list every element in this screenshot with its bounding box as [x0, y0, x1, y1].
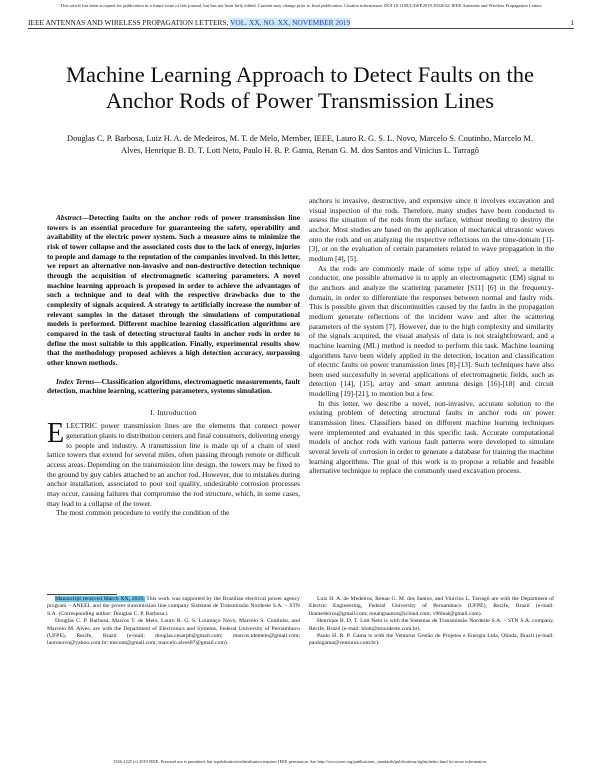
manuscript-received-date: Manuscript received March XX, 2019.: [55, 596, 145, 602]
drop-cap: E: [47, 418, 65, 450]
funding-text: This work was supported by the Brazilian electrical power agency program – ANEEL and the power transmission line company Sistemas de Transmissão Nordeste S.A. – STN S.A. (Corresponding author: Douglas C. P. Barbosa.): [47, 596, 300, 617]
affiliation-footnote-4: Paulo H. R. P. Gama is with the Venturus Gestão de Projetos e Energia Ltda, Olinda, Brazil (e-mail: paulogama@venturus.com.br).: [309, 633, 554, 647]
footnotes-right: [309, 596, 554, 648]
index-terms-text: Classification algorithms, electromagnetic measurements, fault detection, machine learning, scattering parameters, systems simulation.: [47, 376, 300, 396]
author-list: Douglas C. P. Barbosa, Luiz H. A. de Medeiros, M. T. de Melo, Member, IEEE, Lauro R. G. S. L. Novo, Marcelo S. Coutinho, Marcelo M. Alves, Henrique B. D. T. Lott Neto, Paulo H. R. P. Gama, Renan G. M. dos Santos and Vinícius L. Tarragô: [67, 134, 533, 155]
footnotes-left: [47, 596, 300, 648]
paper-title: Machine Learning Approach to Detect Faults on the Anchor Rods of Power Transmission Lines: [66, 62, 534, 113]
intro-paragraph-3: As the rods are commonly made of some type of alloy steel, a metallic conductor, one possible alternative is to apply an electromagnetic (EM) signal to the anchors and analyze the scattering parameter [S11] [6] in the frequency-domain, in order to differentiate the responses between normal and faulty rods. This is possible given that discontinuities caused by the faults in the propagation medium generate reflections of the incident wave and alter the scattering parameters of the system [7]. However, due to the high complexity and similarity of the signals acquired, the visual analysis of data is not straightforward, and a machine learning (ML) method is needed to perform this task. Machine learning algorithms have been widely applied in the detection, location and classification of electric faults on power transmission lines [8]-[13]. Such techniques have also been used successfully in several applications of electromagnetic fields, such as detection [14], [15], array and smart antenna design [16]-[18] and circuit modelling [19]-[21], to mention but a few.: [309, 263, 554, 399]
left-column: [47, 213, 300, 518]
intro-paragraph-4: In this letter, we describe a novel, non-invasive, accurate solution to the existing problem of detecting structural faults in anchor rods on power transmission lines. Classifiers based on different machine learning techniques were implemented and evaluated in this specific task. Accurate computational models of anchor rods with various fault patterns were developed to simulate several levels of corrosion in order to generate a database for training the machine learning algorithms. The goal of this work is to propose a reliable and feasible alternative technique to replace the commonly used excavation process.: [309, 398, 554, 476]
section-heading-introduction: I. Introduction: [150, 407, 197, 417]
intro-paragraph-1: [47, 418, 300, 508]
affiliation-footnote-1: Douglas C. P. Barbosa, Marcos T. de Melo, Lauro R. G. S. Lourenço Novo, Marcelo S. Coutinho, and Marcelo M. Alves, are with the Department of Electronics and Systems, Federal University of Pernambuco (UFPE), Recife, Brazil (e-mail: douglas.cesarpb@gmail.com; marcos.tdemelo@gmail.com; lauronovo@yahoo.com.br; mscout@gmail.com; marcelo.alves87@gmail.com).: [47, 618, 300, 647]
affiliation-footnote-3: Henrique B. D. T. Lott Neto is with the Sistemas de Transmissão Nordeste S.A. – STN S.A. company, Recife, Brazil (e-mail: hlott@stnordeste.com.br).: [309, 618, 554, 632]
funding-footnote: [47, 596, 300, 618]
index-terms: [47, 377, 300, 396]
copyright-line: 1536-1225 (c) 2019 IEEE. Personal use is permitted, but republication/redistribution requires IEEE permission. See http://www.ieee.org/publications_standards/publications/rights/index.html for more information.: [113, 759, 487, 764]
intro-paragraph-2: The most common procedure to verify the condition of the: [56, 508, 230, 518]
running-header: [28, 18, 574, 29]
abstract-label: Abstract—: [56, 213, 89, 222]
affiliation-footnote-2: Luiz H. A. de Medeiros, Renan G. M. dos Santos, and Vinícius L. Tarragô are with the Department of Electric Engineering, Federal University of Pernambuco (UFPE), Recife, Brazil (e-mail: lhamedeiros@gmail.com; renangsantos@icloud.com; v96leal@gmail.com).: [309, 596, 554, 617]
right-column: [309, 196, 554, 476]
header-page-number: 1: [570, 18, 574, 27]
header-journal: [28, 18, 350, 27]
header-journal-name: IEEE ANTENNAS AND WIRELESS PROPAGATION LETTERS,: [28, 18, 229, 27]
intro-paragraph-2-continued: anchors is invasive, destructive, and expensive since it involves excavation and visual inspection of the rods. Therefore, many studies have been conducted to assess the situation of the rods from the surface, without needing to destroy the anchor. Most studies are based on the application of mechanical ultrasonic waves onto the rods and on analyzing the respective reflections on the time-domain [1]-[3], or on the evaluation of certain parameters related to wave propagation in the medium [4], [5].: [309, 196, 554, 263]
footnote-rule: [47, 594, 117, 595]
publication-notice: This article has been accepted for publication in a future issue of this journal, but has not been fully edited. Content may change prior to final publication. Citation information: DOI 10.1109/LAWP.2019.2932632, IEEE Antennas and Wireless Propagation Letters: [60, 3, 542, 8]
header-volume: VOL. XX, NO. XX, NOVEMBER 2019: [230, 18, 351, 27]
intro-paragraph-1-text: LECTRIC power transmission lines are the elements that connect power generation plants to distribution centers and final consumers, delivering energy to people and industry. A transmission line is made up of a chain of steel lattice towers that extend for several miles, often passing through remote or difficult access areas. Depending on the transmission line design, the towers may be fixed to the ground by guy cables attached to an anchor rod. However, due to mistakes during anchor installation, associated to poor soil quality, undesirable corrosion processes may occur, causing failures that compromise the rod structure, which, in some cases, may lead to a collapse of the tower.: [47, 421, 300, 508]
abstract-text: Detecting faults on the anchor rods of power transmission line towers is an essential procedure for guaranteeing the safety, operability and availability of the electric power system. Such a measure aims to minimize the risk of tower collapse and the associated costs due to the lack of energy, injuries to people and damage to the reputation of the companies involved. In this letter, we report an alternative non-invasive and non-destructive detection technique through the acquisition of electromagnetic scattering parameters. A novel machine learning approach is proposed in order to achieve the advantages of such a technique and to deal with the respective drawbacks due to the complexity of signals acquired. A strategy to artificially increase the number of relevant samples in the dataset through the simulations of computational models is performed. Different machine learning classification algorithms are compared in the task of detecting structural faults in anchor rods in order to define the most suitable to this application. Finally, experimental results show that the methodology proposed achieves a high detection accuracy, surpassing other known methods.: [47, 213, 300, 367]
abstract: [47, 213, 300, 368]
index-terms-label: Index Terms—: [56, 376, 102, 386]
